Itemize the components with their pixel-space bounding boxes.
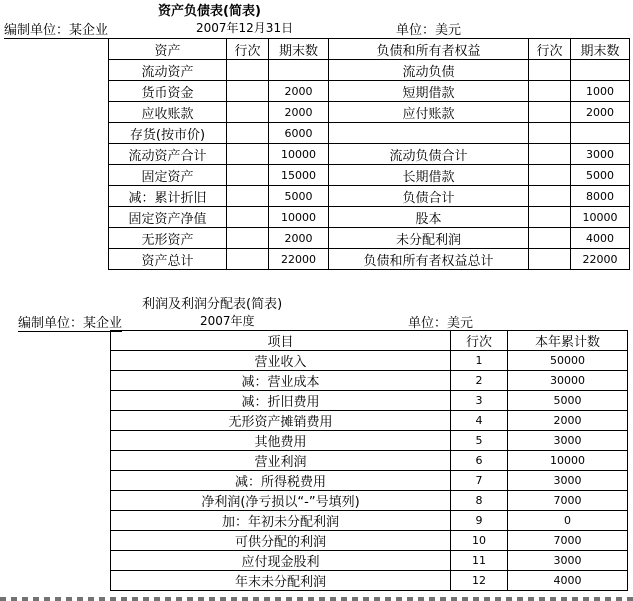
balance-sheet-cell: 8000 — [571, 186, 630, 207]
balance-sheet-cell: 2000 — [269, 228, 329, 249]
income-statement-period: 2007年度 — [200, 314, 255, 328]
balance-sheet-cell: 长期借款 — [329, 165, 529, 186]
income-statement-cell: 3000 — [508, 471, 628, 491]
income-statement-cell: 12 — [451, 571, 508, 591]
balance-sheet-cell — [571, 123, 630, 144]
balance-sheet-cell: 10000 — [571, 207, 630, 228]
balance-sheet-cell — [529, 165, 571, 186]
balance-sheet-cell: 应付账款 — [329, 102, 529, 123]
balance-sheet-cell — [329, 123, 529, 144]
balance-sheet-cell: 短期借款 — [329, 81, 529, 102]
balance-sheet-cell: 22000 — [571, 249, 630, 270]
balance-sheet-cell — [529, 144, 571, 165]
balance-sheet-cell — [529, 249, 571, 270]
income-statement-table — [110, 330, 628, 591]
income-statement-cell: 11 — [451, 551, 508, 571]
income-statement-cell: 3000 — [508, 551, 628, 571]
income-statement-cell: 50000 — [508, 351, 628, 371]
balance-sheet-header-row — [109, 39, 630, 60]
balance-sheet-cell: 流动负债 — [329, 60, 529, 81]
balance-sheet-cell: 1000 — [571, 81, 630, 102]
balance-sheet-cell — [529, 186, 571, 207]
balance-sheet-cell: 3000 — [571, 144, 630, 165]
balance-sheet-cell — [227, 102, 269, 123]
income-statement-cell: 2 — [451, 371, 508, 391]
balance-sheet-date: 2007年12月31日 — [196, 21, 294, 35]
income-statement-header-cell: 项目 — [111, 331, 451, 351]
balance-sheet-row — [109, 123, 630, 144]
income-statement-row — [111, 571, 628, 591]
balance-sheet-cell — [227, 165, 269, 186]
balance-sheet-cell: 股本 — [329, 207, 529, 228]
balance-sheet-cell — [529, 123, 571, 144]
income-statement-row — [111, 411, 628, 431]
income-statement-company: 编制单位：某企业 — [18, 312, 122, 332]
balance-sheet-cell — [227, 60, 269, 81]
balance-sheet-row — [109, 60, 630, 81]
income-statement-cell: 3000 — [508, 431, 628, 451]
income-statement-row — [111, 351, 628, 371]
balance-sheet-cell: 负债和所有者权益总计 — [329, 249, 529, 270]
income-statement-unit: 单位：美元 — [408, 316, 474, 331]
balance-sheet-cell: 应收账款 — [109, 102, 227, 123]
income-statement-cell: 5000 — [508, 391, 628, 411]
balance-sheet-row — [109, 165, 630, 186]
balance-sheet-cell: 5000 — [269, 186, 329, 207]
balance-sheet-header-cell: 行次 — [529, 39, 571, 60]
balance-sheet-cell: 未分配利润 — [329, 228, 529, 249]
balance-sheet-cell: 流动资产 — [109, 60, 227, 81]
income-statement-title: 利润及利润分配表(简表) — [142, 297, 283, 312]
balance-sheet-table — [108, 38, 630, 270]
income-statement-cell: 10000 — [508, 451, 628, 471]
income-statement-cell: 7000 — [508, 531, 628, 551]
income-statement-cell: 加：年初未分配利润 — [111, 511, 451, 531]
income-statement-row — [111, 391, 628, 411]
balance-sheet-header-cell: 负债和所有者权益 — [329, 39, 529, 60]
income-statement-cell: 2000 — [508, 411, 628, 431]
income-statement-header-cell: 本年累计数 — [508, 331, 628, 351]
balance-sheet-cell: 流动资产合计 — [109, 144, 227, 165]
income-statement-cell: 9 — [451, 511, 508, 531]
balance-sheet-cell — [227, 123, 269, 144]
balance-sheet-cell: 减：累计折旧 — [109, 186, 227, 207]
income-statement-cell: 1 — [451, 351, 508, 371]
balance-sheet-cell — [529, 60, 571, 81]
balance-sheet-cell: 2000 — [269, 102, 329, 123]
income-statement-cell: 营业收入 — [111, 351, 451, 371]
balance-sheet-cell: 负债合计 — [329, 186, 529, 207]
income-statement-row — [111, 531, 628, 551]
balance-sheet-header-cell: 行次 — [227, 39, 269, 60]
balance-sheet-cell — [571, 60, 630, 81]
balance-sheet-cell — [227, 186, 269, 207]
income-statement-cell: 30000 — [508, 371, 628, 391]
income-statement-cell: 净利润(净亏损以“-”号填列) — [111, 491, 451, 511]
balance-sheet-cell: 资产总计 — [109, 249, 227, 270]
balance-sheet-cell: 22000 — [269, 249, 329, 270]
balance-sheet-cell: 5000 — [571, 165, 630, 186]
balance-sheet-cell — [227, 81, 269, 102]
balance-sheet-cell — [529, 228, 571, 249]
balance-sheet-header-cell: 资产 — [109, 39, 227, 60]
balance-sheet-cell — [227, 144, 269, 165]
balance-sheet-cell — [529, 81, 571, 102]
balance-sheet-cell: 2000 — [571, 102, 630, 123]
balance-sheet-cell: 2000 — [269, 81, 329, 102]
balance-sheet-row — [109, 81, 630, 102]
balance-sheet-cell — [269, 60, 329, 81]
balance-sheet-row — [109, 249, 630, 270]
balance-sheet-cell: 6000 — [269, 123, 329, 144]
balance-sheet-cell — [227, 228, 269, 249]
income-statement-cell: 4 — [451, 411, 508, 431]
balance-sheet-company: 编制单位：某企业 — [4, 19, 108, 39]
balance-sheet-unit: 单位：美元 — [396, 23, 462, 38]
cut-off-text-edge — [0, 597, 633, 601]
income-statement-row — [111, 551, 628, 571]
income-statement-cell: 年末未分配利润 — [111, 571, 451, 591]
income-statement-cell: 0 — [508, 511, 628, 531]
balance-sheet-cell: 15000 — [269, 165, 329, 186]
income-statement-row — [111, 471, 628, 491]
income-statement-row — [111, 431, 628, 451]
balance-sheet-cell: 固定资产净值 — [109, 207, 227, 228]
income-statement-row — [111, 451, 628, 471]
balance-sheet-title: 资产负债表(简表) — [158, 4, 261, 19]
balance-sheet-row — [109, 207, 630, 228]
income-statement-cell: 营业利润 — [111, 451, 451, 471]
income-statement-cell: 减：折旧费用 — [111, 391, 451, 411]
income-statement-cell: 应付现金股利 — [111, 551, 451, 571]
income-statement-cell: 4000 — [508, 571, 628, 591]
income-statement-cell: 减：营业成本 — [111, 371, 451, 391]
income-statement-header-row — [111, 331, 628, 351]
income-statement-header-cell: 行次 — [451, 331, 508, 351]
income-statement-cell: 7 — [451, 471, 508, 491]
balance-sheet-row — [109, 102, 630, 123]
income-statement-cell: 其他费用 — [111, 431, 451, 451]
balance-sheet-cell — [227, 207, 269, 228]
balance-sheet-header-cell: 期末数 — [571, 39, 630, 60]
income-statement-cell: 3 — [451, 391, 508, 411]
balance-sheet-cell — [529, 102, 571, 123]
balance-sheet-cell: 存货(按市价) — [109, 123, 227, 144]
income-statement-cell: 8 — [451, 491, 508, 511]
income-statement-cell: 减：所得税费用 — [111, 471, 451, 491]
balance-sheet-cell: 4000 — [571, 228, 630, 249]
income-statement-cell: 6 — [451, 451, 508, 471]
income-statement-cell: 10 — [451, 531, 508, 551]
balance-sheet-cell: 10000 — [269, 144, 329, 165]
income-statement-cell: 无形资产摊销费用 — [111, 411, 451, 431]
income-statement-cell: 5 — [451, 431, 508, 451]
balance-sheet-cell — [227, 249, 269, 270]
income-statement-cell: 可供分配的利润 — [111, 531, 451, 551]
balance-sheet-header-cell: 期末数 — [269, 39, 329, 60]
balance-sheet-cell: 流动负债合计 — [329, 144, 529, 165]
balance-sheet-cell: 无形资产 — [109, 228, 227, 249]
income-statement-row — [111, 371, 628, 391]
balance-sheet-row — [109, 186, 630, 207]
balance-sheet-row — [109, 144, 630, 165]
balance-sheet-cell: 货币资金 — [109, 81, 227, 102]
income-statement-row — [111, 491, 628, 511]
balance-sheet-cell: 10000 — [269, 207, 329, 228]
income-statement-cell: 7000 — [508, 491, 628, 511]
balance-sheet-cell — [529, 207, 571, 228]
income-statement-row — [111, 511, 628, 531]
balance-sheet-row — [109, 228, 630, 249]
balance-sheet-cell: 固定资产 — [109, 165, 227, 186]
